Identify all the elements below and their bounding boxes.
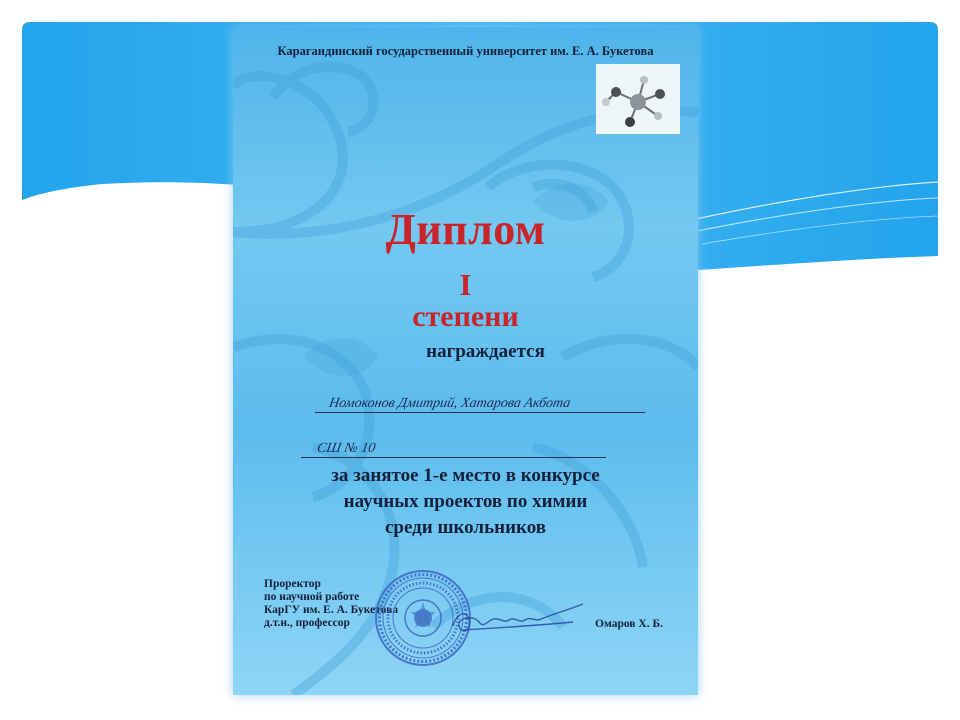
award-reason	[233, 463, 698, 541]
signatory-line: д.т.н., профессор	[264, 617, 350, 629]
signatory-line: по научной работе	[264, 591, 360, 603]
signatory-line: Проректор	[264, 578, 321, 590]
degree-numeral: I	[459, 267, 472, 302]
recipient-handwritten: Номоконов Дмитрий, Хатарова Акбота	[327, 396, 572, 411]
diploma-title: Диплом	[385, 205, 546, 254]
school-line	[301, 457, 606, 458]
diploma-image	[233, 27, 698, 695]
signatory-line: КарГУ им. Е. А. Букетова	[264, 604, 399, 616]
recipient-line	[315, 412, 645, 413]
degree-word: степени	[412, 300, 519, 333]
reason-line: за занятое 1-е место в конкурсе	[331, 465, 600, 486]
awarded-text: награждается	[426, 341, 545, 362]
university-name: Карагандинский государственный университет им. Е. А. Букетова	[277, 44, 654, 58]
signature	[443, 592, 588, 642]
molecule-image	[596, 64, 680, 134]
school-handwritten: СШ № 10	[315, 441, 377, 456]
signatory-name: Омаров Х. Б.	[595, 618, 663, 630]
reason-line: среди школьников	[384, 517, 547, 538]
reason-line: научных проектов по химии	[343, 491, 588, 512]
